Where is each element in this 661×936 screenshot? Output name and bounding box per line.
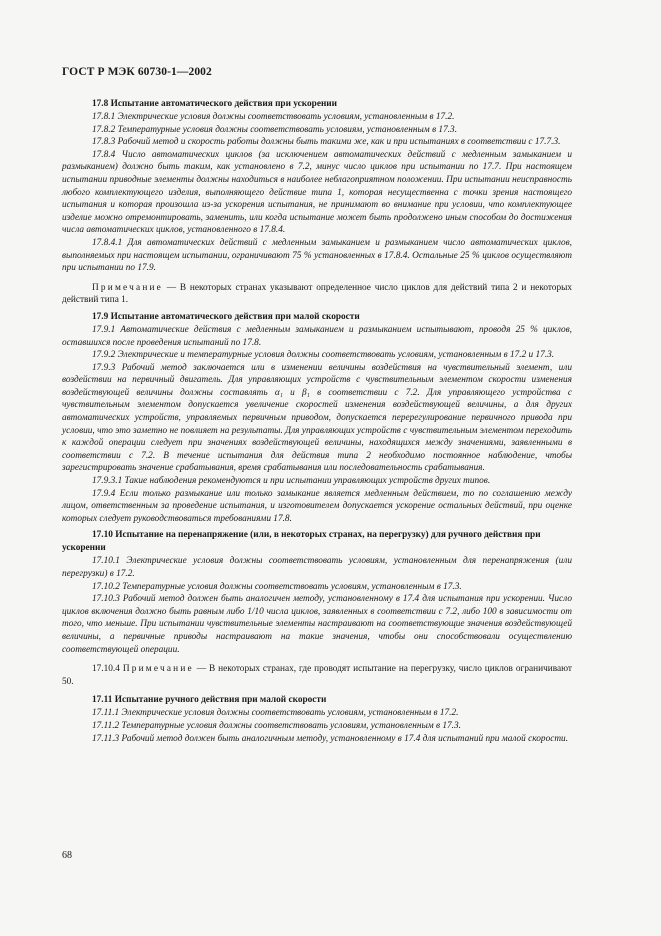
- paragraph-17-10-2: 17.10.2 Температурные условия должны соответствовать условиям, установленным в 17.3.: [92, 581, 462, 592]
- note-text: — В некоторых странах указывают определенное число циклов для действий типа 2 и некоторых действий типа 1.: [62, 282, 572, 306]
- section-17-9-heading: 17.9 Испытание автоматического действия при малой скорости: [92, 311, 360, 322]
- paragraph-17-9-2: 17.9.2 Электрические и температурные условия должны соответствовать условиям, установленным в 17.2 и 17.3.: [92, 350, 555, 361]
- paragraph-17-8-1: 17.8.1 Электрические условия должны соответствовать условиям, установленным в 17.2.: [92, 112, 455, 122]
- paragraph-17-10-1: 17.10.1 Электрические условия должны соответствовать условиям, установленным для перенапряжения (или перегрузки) в 17.2.: [62, 556, 572, 579]
- document-page: [62, 66, 572, 745]
- paragraph-17-11-1: 17.11.1 Электрические условия должны соответствовать условиям, установленным в 17.2.: [92, 708, 459, 719]
- paragraph-17-10-3: 17.10.3 Рабочий метод должен быть аналогичен методу, установленному в 17.4 для испытания при ускорении. Число циклов включения должно быть равным либо 1/10 числа циклов, заявленных в соответствии с 7.2, либо 100 в зависимости от того, что меньше. При испытании чувствительные элементы настраивают на соответствующие значения воздействующей величины, а первичные приводы настраивают на такие значения, чтобы они способствовали осуществлению соответствующей операции.: [62, 594, 572, 655]
- note-label: Примечание: [92, 282, 163, 293]
- paragraph-17-8-2: 17.8.2 Температурные условия должны соответствовать условиям, установленным в 17.3.: [92, 124, 458, 135]
- paragraph-17-9-1: 17.9.1 Автоматические действия с медленным замыканием и размыканием испытывают, проводя 25 % циклов, оставшихся после проведения испытаний по 17.8.: [62, 324, 572, 348]
- page-number: 68: [62, 850, 72, 861]
- paragraph-17-9-3-1: 17.9.3.1 Такие наблюдения рекомендуются и при испытании управляющих устройств других типов.: [92, 476, 491, 487]
- note-text: — В некоторых странах, где проводят испытание на перегрузку, число циклов ограничивают 50.: [62, 664, 572, 687]
- section-17-10-heading: 17.10 Испытание на перенапряжение (или, в некоторых странах, на перегрузку) для ручного действия при ускорении: [62, 530, 541, 554]
- note-17-10-4: [62, 663, 572, 688]
- note-17-8: [62, 282, 572, 307]
- note-prefix: 17.10.4: [92, 664, 123, 675]
- note-label: Примечание: [122, 664, 194, 675]
- paragraph-17-11-2: 17.11.2 Температурные условия должны соответствовать условиям, установленным в 17.3.: [92, 720, 461, 731]
- paragraph-17-8-4-1: 17.8.4.1 Для автоматических действий с медленным замыканием и размыканием число автоматических циклов, выполняемых при настоящем испытании, ограничивают 75 % установленных в 17.8.4. Остальные 25 % циклов осуществляют при испытании по 17.9.: [62, 237, 572, 274]
- paragraph-17-9-4: 17.9.4 Если только размыкание или только замыкание является медленным действием, то по соглашению между лицом, ответственным за проведение испытания, и изготовителем допускается ускорение остальных действий, при оценке которых следует руководствоваться требованиями 17.8.: [62, 488, 572, 524]
- document-header: ГОСТ Р МЭК 60730-1—2002: [62, 66, 212, 78]
- section-17-11-heading: 17.11 Испытание ручного действия при малой скорости: [92, 695, 327, 706]
- paragraph-17-8-4: 17.8.4 Число автоматических циклов (за исключением автоматических действий с медленным замыканием и размыканием) должно быть таким, как установлено в 7.2, минус число циклов при испытании по 17.7. При настоящем испытании приводные элементы должны находиться в наиболее неблагоприятном положении. При испытании неисправность любого комплектующего изделия, выполняющего действие типа 1, которая несущественна с точки зрения настоящего испытания и которая произошла из-за ускорения испытания, не принимают во внимание при условии, что комплектующее изделие можно отремонтировать, заменить, или когда испытание может быть продолжено иным способом до достижения числа автоматических циклов, установленного в 17.8.4.: [62, 149, 572, 236]
- paragraph-17-11-3: 17.11.3 Рабочий метод должен быть аналогичным методу, установленному в 17.4 для испытаний при малой скорости.: [92, 733, 569, 744]
- paragraph-17-8-3: 17.8.3 Рабочий метод и скорость работы должны быть такими же, как и при испытаниях в соответствии с 17.7.3.: [92, 137, 561, 148]
- paragraph-17-9-3: 17.9.3 Рабочий метод заключается или в изменении величины воздействия на чувствительный элемент, или воздействии на первичный двигатель. Для управляющих устройств с чувствительным элементом скорости изменения воздействующей величины должны составлять α₁ и β₁ в соответствии с 7.2. Для управляющего устройства с чувствительным элементом допускается увеличение скоростей изменения воздействующей величины, а для других автоматических устройств, управляемых первичным приводом, допускается перерегулирование первичного привода при условии, что это заметно не повлияет на результаты. Для управляющих устройств с чувствительным элементом переходить к каждой операции следует при значениях воздействующей величины, находящихся между значениями, заявленными в соответствии с 7.2. В течение испытания для действия типа 2 необходимо постоянное наблюдение, чтобы зарегистрировать значение срабатывания, время срабатывания или последовательность срабатывания.: [62, 362, 572, 474]
- section-17-8-heading: 17.8 Испытание автоматического действия при ускорении: [92, 99, 338, 109]
